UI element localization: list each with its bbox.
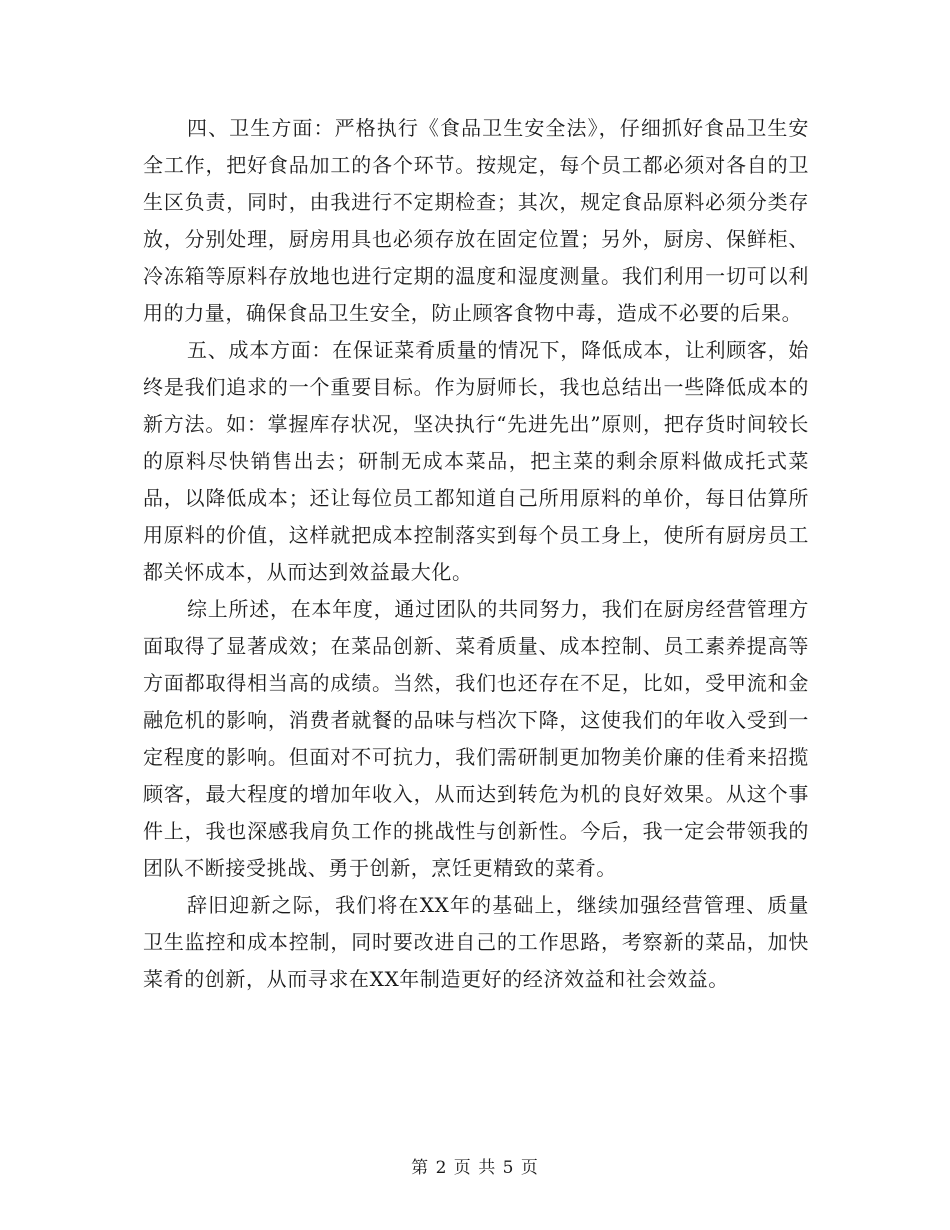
paragraph-summary: 综上所述，在本年度，通过团队的共同努力，我们在厨房经营管理方面取得了显著成效；在菜品创新、菜肴质量、成本控制、员工素养提高等方面都取得相当高的成绩。当然，我们也还存在不足，比如，受甲流和金融危机的影响，消费者就餐的品味与档次下降，这使我们的年收入受到一定程度的影响。但面对不可抗力，我们需研制更加物美价廉的佳肴来招揽顾客，最大程度的增加年收入，从而达到转危为机的良好效果。从这个事件上，我也深感我肩负工作的挑战性与创新性。今后，我一定会带领我的团队不断接受挑战、勇于创新，烹饪更精致的菜肴。 — [143, 597, 809, 880]
document-body — [143, 110, 809, 998]
paragraph-hygiene: 四、卫生方面：严格执行《食品卫生安全法》，仔细抓好食品卫生安全工作，把好食品加工的各个环节。按规定，每个员工都必须对各自的卫生区负责，同时，由我进行不定期检查；其次，规定食品原料必须分类存放，分别处理，厨房用具也必须存放在固定位置；另外，厨房、保鲜柜、冷冻箱等原料存放地也进行定期的温度和湿度测量。我们利用一切可以利用的力量，确保食品卫生安全，防止顾客食物中毒，造成不必要的后果。 — [143, 116, 809, 325]
paragraph-cost: 五、成本方面：在保证菜肴质量的情况下，降低成本，让利顾客，始终是我们追求的一个重要目标。作为厨师长，我也总结出一些降低成本的新方法。如：掌握库存状况，坚决执行“先进先出”原则，把存货时间较长的原料尽快销售出去；研制无成本菜品，把主菜的剩余原料做成托式菜品，以降低成本；还让每位员工都知道自己所用原料的单价，每日估算所用原料的价值，这样就把成本控制落实到每个员工身上，使所有厨房员工都关怀成本，从而达到效益最大化。 — [143, 338, 809, 584]
page-number-footer: 第 2 页 共 5 页 — [411, 1158, 539, 1178]
paragraph-new-year: 辞旧迎新之际，我们将在XX年的基础上，继续加强经营管理、质量卫生监控和成本控制，同时要改进自己的工作思路，考察新的菜品，加快菜肴的创新，从而寻求在XX年制造更好的经济效益和社会效益。 — [143, 893, 809, 991]
